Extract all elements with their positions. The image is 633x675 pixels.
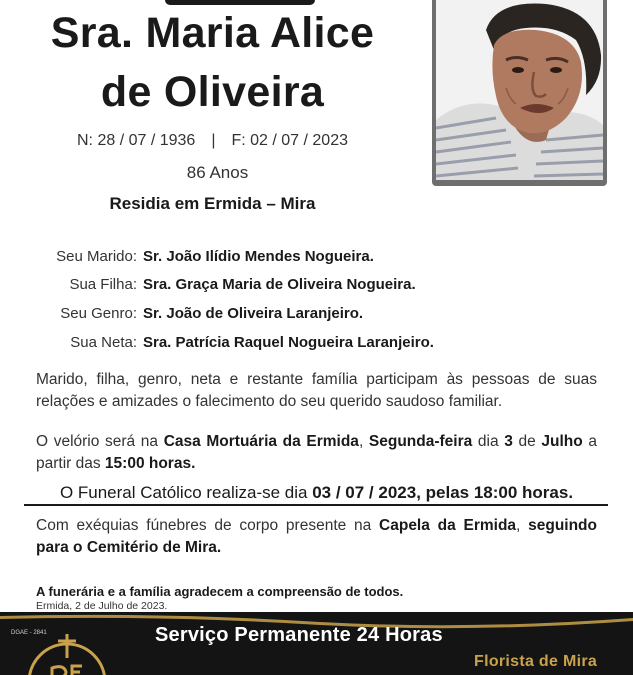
wake-day: 3 <box>504 433 513 450</box>
top-decoration-bar <box>165 0 315 5</box>
thanks-text: A funerária e a família agradecem a compreensão de todos. <box>36 584 404 599</box>
portrait-frame <box>432 0 607 186</box>
relative-name: Sr. João de Oliveira Laranjeiro. <box>143 305 364 322</box>
footer-banner <box>0 612 633 675</box>
exequies-text-part: Com exéquias fúnebres de corpo presente na <box>36 517 380 534</box>
funeral-notice <box>24 483 609 503</box>
wake-text-part: dia <box>472 433 505 450</box>
funeral-underline <box>24 504 608 506</box>
service-24h-text: Serviço Permanente 24 Horas <box>155 624 443 646</box>
license-number: DGAE - 2841 <box>11 630 47 636</box>
portrait-photo <box>436 0 603 180</box>
relative-name: Sra. Graça Maria de Oliveira Nogueira. <box>143 276 416 293</box>
wake-location: Casa Mortuária da Ermida <box>163 433 359 450</box>
relative-label: Sua Filha: <box>69 276 137 293</box>
residence: Residia em Ermida – Mira <box>109 194 316 213</box>
wake-text-part: de <box>512 433 542 450</box>
relative-row <box>0 334 633 356</box>
relative-row <box>0 305 633 327</box>
cemetery-destination: seguindo para o Cemitério de Mira. <box>36 517 597 556</box>
florist-name: Florista de Mira <box>474 653 598 670</box>
wake-text-part: a partir das <box>36 433 597 472</box>
death-date: F: 02 / 07 / 2023 <box>231 132 348 149</box>
funeral-home-logo-icon <box>22 632 112 675</box>
wake-month: Julho <box>541 433 583 450</box>
relative-label: Seu Genro: <box>60 305 137 322</box>
wake-text <box>36 431 597 475</box>
funeral-text-part: O Funeral Católico realiza-se dia <box>59 483 313 502</box>
portrait-image <box>436 0 603 180</box>
exequies-text <box>36 515 597 559</box>
place-date: Ermida, 2 de Julho de 2023. <box>36 600 168 612</box>
relative-name: Sr. João Ilídio Mendes Nogueira. <box>143 248 374 265</box>
life-dates <box>0 132 425 150</box>
wake-weekday: Segunda-feira <box>368 433 473 450</box>
date-separator: | <box>211 132 216 149</box>
wake-text-part: , <box>358 433 369 450</box>
announcement-text: Marido, filha, genro, neta e restante família participam às pessoas de suas relações e amizades o falecimento do seu querido saudoso familiar. <box>36 371 597 410</box>
relative-label: Seu Marido: <box>56 248 137 265</box>
funeral-date-time: 03 / 07 / 2023, pelas 18:00 horas. <box>312 483 574 502</box>
wake-time: 15:00 horas. <box>104 455 196 472</box>
chapel-name: Capela da Ermida <box>379 517 517 534</box>
relative-label: Sua Neta: <box>70 334 137 351</box>
relative-row <box>0 248 633 270</box>
deceased-name-line1: Sra. Maria Alice <box>50 9 375 57</box>
relative-row <box>0 276 633 298</box>
wake-text-part: O velório será na <box>36 433 164 450</box>
age: 86 Anos <box>186 163 249 182</box>
deceased-name-line2: de Oliveira <box>100 68 325 116</box>
birth-date: N: 28 / 07 / 1936 <box>77 132 196 149</box>
exequies-text-part: , <box>516 517 529 534</box>
relative-name: Sra. Patrícia Raquel Nogueira Laranjeiro. <box>143 334 434 351</box>
